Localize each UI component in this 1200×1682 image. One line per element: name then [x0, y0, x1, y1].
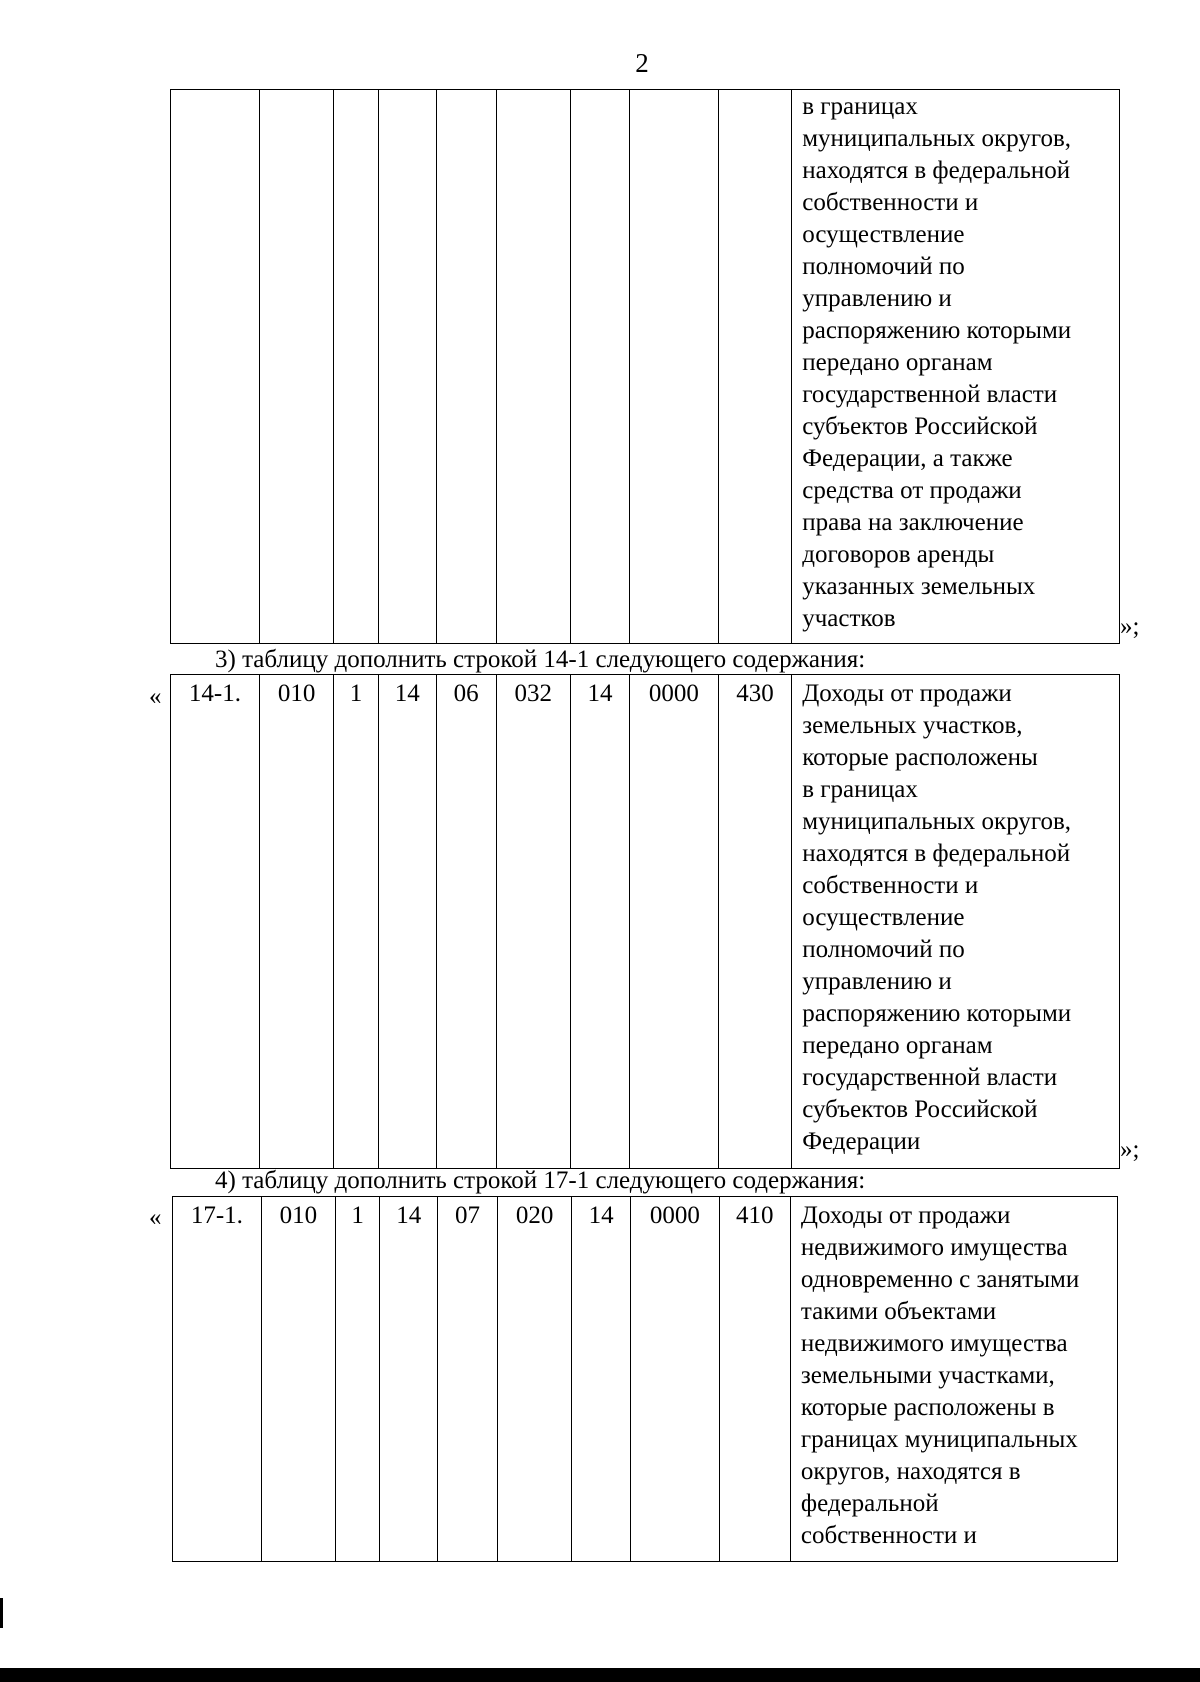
table-cell-program	[629, 90, 718, 644]
table-cell-program: 0000	[629, 675, 718, 1169]
page-number: 2	[635, 48, 649, 78]
table-cell-economic: 430	[718, 675, 791, 1169]
revenue-table-row-14-1	[170, 674, 1120, 1169]
table-cell-article: 06	[436, 675, 496, 1169]
table-cell-element: 14	[571, 675, 630, 1169]
table-row	[171, 675, 1120, 1169]
table-cell-subarticle	[496, 90, 570, 644]
opening-quote: «	[149, 683, 162, 710]
closing-quote: »;	[1120, 613, 1140, 640]
table-cell-article: 07	[438, 1197, 498, 1562]
table-cell-program: 0000	[631, 1197, 720, 1562]
table-cell-element: 14	[572, 1197, 631, 1562]
table-cell-admin: 010	[259, 675, 333, 1169]
table-cell-admin	[259, 90, 333, 644]
table-cell-subgroup: 14	[378, 675, 436, 1169]
table-row	[171, 90, 1120, 644]
instruction-4: 4) таблицу дополнить строкой 17-1 следующего содержания:	[215, 1167, 866, 1194]
table-cell-subgroup	[378, 90, 436, 644]
table-cell-article	[436, 90, 496, 644]
table-cell-number: 17-1.	[173, 1197, 262, 1562]
closing-quote: »;	[1120, 1136, 1140, 1163]
scan-bottom-border	[0, 1668, 1200, 1682]
scan-edge-mark	[0, 1598, 3, 1628]
table-cell-description: Доходы от продажи земельных участков, которые расположены в границах муниципальных округов, находятся в федеральной собственности и осуществление полномочий по управлению и распоряжению которыми передано органам государственной власти субъектов Российской Федерации	[792, 675, 1120, 1169]
table-cell-number	[171, 90, 260, 644]
table-cell-group: 1	[334, 675, 378, 1169]
table-cell-group	[334, 90, 378, 644]
revenue-table-continuation	[170, 89, 1120, 644]
table-cell-admin: 010	[261, 1197, 335, 1562]
table-cell-description: в границах муниципальных округов, находятся в федеральной собственности и осуществление полномочий по управлению и распоряжению которыми передано органам государственной власти субъектов Российской Федерации, а также средства от продажи права на заключение договоров аренды указанных земельных участков	[792, 90, 1120, 644]
table-cell-group: 1	[335, 1197, 379, 1562]
table-cell-description: Доходы от продажи недвижимого имущества одновременно с занятыми такими объектами недвижимого имущества земельными участками, которые расположены в границах муниципальных округов, находятся в федеральной собственности и	[790, 1197, 1117, 1562]
table-cell-subgroup: 14	[380, 1197, 438, 1562]
table-cell-subarticle: 032	[496, 675, 570, 1169]
opening-quote: «	[149, 1204, 162, 1231]
table-cell-economic: 410	[719, 1197, 790, 1562]
table-cell-number: 14-1.	[171, 675, 260, 1169]
table-cell-subarticle: 020	[497, 1197, 571, 1562]
table-cell-element	[571, 90, 630, 644]
revenue-table-row-17-1	[172, 1196, 1118, 1562]
instruction-3: 3) таблицу дополнить строкой 14-1 следующего содержания:	[215, 646, 866, 673]
table-cell-economic	[718, 90, 791, 644]
table-row	[173, 1197, 1118, 1562]
